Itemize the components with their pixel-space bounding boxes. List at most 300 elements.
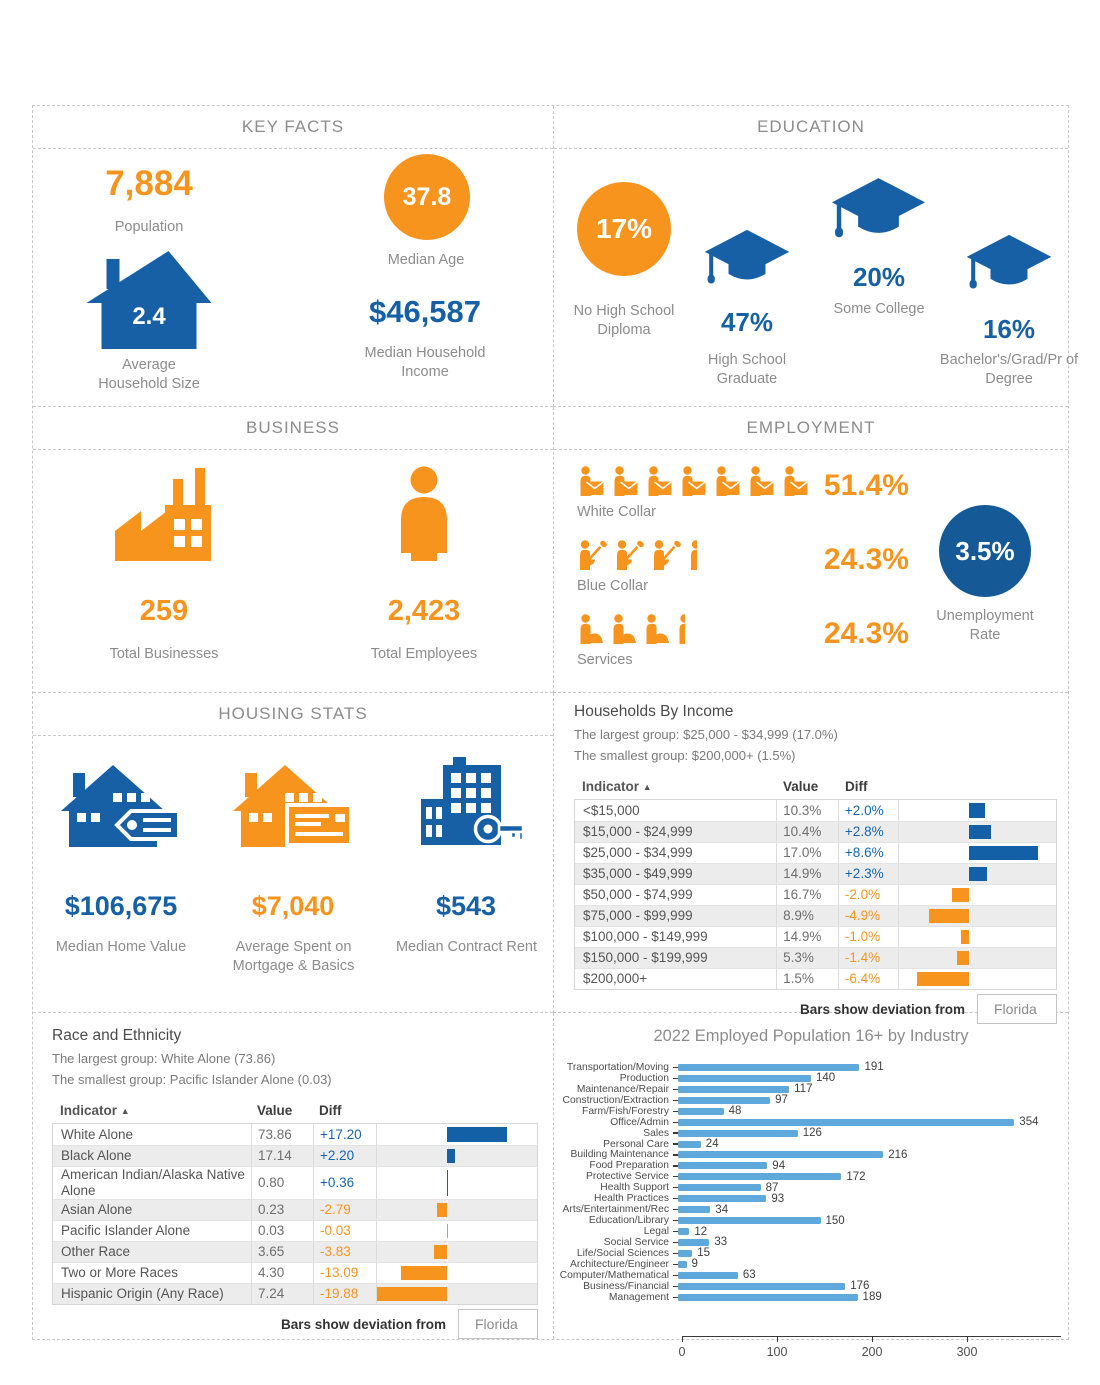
blue-collar-value: 24.3% [823, 543, 909, 576]
rent-label: Median Contract Rent [395, 939, 538, 955]
value-cell: 7.24 [252, 1284, 314, 1304]
household-size-value: 2.4 [132, 303, 166, 330]
category-label: Building Maintenance [570, 1149, 669, 1161]
race-table-header [52, 1099, 538, 1123]
table-row [575, 905, 1056, 926]
indicator-cell: $100,000 - $149,999 [575, 927, 777, 947]
chart-bar-row [554, 1171, 1069, 1182]
blue-collar-icon [577, 540, 607, 571]
x-tick-label: 200 [861, 1345, 883, 1359]
race-table [52, 1123, 538, 1305]
deviation-bar [401, 1266, 447, 1280]
diff-cell: +8.6% [839, 843, 899, 863]
household-income-stat [340, 294, 510, 382]
services-value: 24.3% [823, 617, 909, 650]
services-row [577, 613, 685, 668]
value-cell: 1.5% [777, 969, 839, 989]
table-row [575, 947, 1056, 968]
house-icon [86, 251, 212, 351]
deviation-bar-cell [377, 1200, 517, 1220]
x-tick-label: 0 [678, 1345, 686, 1359]
indicator-cell: $35,000 - $49,999 [575, 864, 777, 884]
household-income-value: $46,587 [368, 294, 482, 329]
some-college-label: Some College [833, 301, 925, 317]
deviation-bar [377, 1287, 447, 1301]
diff-cell: -4.9% [839, 906, 899, 926]
category-label: Personal Care [603, 1138, 669, 1150]
chart-bar-row [554, 1270, 1069, 1281]
hs-graduate-label: High School Graduate [707, 352, 787, 387]
services-icon [643, 614, 669, 645]
bar-value-label: 9 [691, 1258, 698, 1271]
income-table-header [574, 775, 1057, 799]
bar [678, 1097, 770, 1104]
value-cell: 8.9% [777, 906, 839, 926]
white-collar-icons [577, 465, 808, 497]
blue-collar-partial-icon [688, 540, 697, 571]
bar-value-label: 87 [765, 1181, 779, 1194]
bar [678, 1272, 738, 1279]
population-value: 7,884 [105, 164, 193, 203]
population-stat [69, 164, 229, 237]
deviation-bar [447, 1127, 507, 1142]
diff-cell: -1.4% [839, 948, 899, 968]
bar-value-label: 48 [728, 1105, 742, 1118]
bar [678, 1162, 767, 1169]
graduation-cap-icon [965, 233, 1053, 300]
diff-cell: -2.0% [839, 885, 899, 905]
deviation-note: Bars show deviation from [799, 1001, 965, 1017]
panel-title: EDUCATION [554, 106, 1068, 149]
deviation-bar-cell [899, 843, 1056, 863]
table-row [53, 1262, 537, 1283]
value-column-header[interactable]: Value [783, 779, 819, 794]
value-cell: 17.14 [252, 1146, 314, 1166]
person-icon [384, 465, 464, 565]
value-cell: 0.23 [252, 1200, 314, 1220]
table-row [575, 821, 1056, 842]
category-label: Health Support [600, 1182, 669, 1194]
indicator-cell: <$15,000 [575, 800, 777, 821]
category-label: Transportation/Moving [566, 1061, 669, 1073]
indicator-cell: Black Alone [53, 1146, 252, 1166]
value-cell: 14.9% [777, 927, 839, 947]
unemployment-circle [939, 505, 1031, 597]
panel-title: EMPLOYMENT [554, 407, 1068, 450]
race-panel [33, 1013, 553, 1339]
white-collar-row [577, 465, 808, 520]
bar-value-label: 140 [816, 1072, 836, 1085]
value-cell: 17.0% [777, 843, 839, 863]
infographic-board [32, 105, 1079, 1359]
value-cell: 0.03 [252, 1221, 314, 1241]
bar [678, 1130, 798, 1137]
x-tick [967, 1337, 968, 1342]
key-facts-panel [33, 106, 553, 407]
household-size-label: Average Household Size [98, 357, 200, 392]
bar [678, 1206, 710, 1213]
bar [678, 1064, 859, 1071]
household-size-stat [86, 251, 212, 351]
deviation-bar-cell [899, 927, 1056, 947]
white-collar-icon [611, 466, 638, 497]
total-employees-label: Total Employees [370, 646, 478, 662]
bar-value-label: 94 [772, 1159, 786, 1172]
chart-bar-row [554, 1237, 1069, 1248]
x-tick [682, 1337, 683, 1342]
deviation-bar-cell [899, 906, 1056, 926]
indicator-cell: $25,000 - $34,999 [575, 843, 777, 863]
chart-bar-row [554, 1139, 1069, 1150]
diff-cell: -1.0% [839, 927, 899, 947]
services-partial-icon [676, 614, 685, 645]
chart-bar-row [554, 1248, 1069, 1259]
table-row [575, 800, 1056, 821]
deviation-bar-cell [899, 969, 1056, 989]
value-cell: 3.65 [252, 1242, 314, 1262]
mortgage-amount: $7,040 [251, 891, 335, 921]
bar-value-label: 34 [715, 1203, 729, 1216]
chart-bar-row [554, 1117, 1069, 1128]
category-label: Legal [643, 1226, 669, 1238]
table-row [575, 926, 1056, 947]
region-dropdown[interactable]: Florida [977, 994, 1057, 1024]
table-row [575, 863, 1056, 884]
blue-collar-row [577, 539, 697, 594]
chart-bar-row [554, 1226, 1069, 1237]
home-value-label: Median Home Value [55, 939, 187, 955]
panel-title: HOUSING STATS [33, 693, 553, 736]
household-income-label: Median Household Income [364, 345, 486, 380]
deviation-bar-cell [377, 1146, 517, 1166]
indicator-cell: Two or More Races [53, 1263, 252, 1283]
race-footnote [52, 1309, 538, 1339]
deviation-bar [969, 803, 985, 818]
category-label: Construction/Extraction [562, 1094, 669, 1106]
table-row [53, 1166, 537, 1199]
value-cell: 0.80 [252, 1167, 314, 1199]
bar-value-label: 97 [775, 1094, 788, 1107]
employment-panel [553, 407, 1068, 693]
category-label: Production [619, 1072, 669, 1084]
value-cell: 16.7% [777, 885, 839, 905]
category-label: Food Preparation [589, 1160, 669, 1172]
bar [678, 1217, 821, 1224]
white-collar-icon [679, 466, 706, 497]
services-icon [610, 614, 636, 645]
chart-bar-row [554, 1215, 1069, 1226]
chart-bar-row [554, 1182, 1069, 1193]
category-label: Management [608, 1291, 669, 1303]
category-label: Farm/Fish/Forestry [582, 1105, 669, 1117]
services-icon [577, 614, 603, 645]
deviation-bar-cell [377, 1221, 517, 1241]
value-cell: 5.3% [777, 948, 839, 968]
bar-value-label: 191 [864, 1061, 884, 1074]
chart-title: 2022 Employed Population 16+ by Industry [653, 1027, 969, 1045]
value-cell: 10.3% [777, 800, 839, 821]
deviation-bar [969, 867, 988, 881]
graduation-cap-icon [703, 228, 791, 295]
bar-value-label: 172 [846, 1170, 866, 1183]
bar-value-label: 117 [794, 1083, 813, 1096]
bar [678, 1239, 709, 1246]
blue-collar-label: Blue Collar [577, 578, 648, 594]
bar-value-label: 15 [697, 1247, 711, 1260]
bar-value-label: 176 [850, 1280, 870, 1293]
bar [678, 1184, 761, 1191]
table-row [575, 968, 1056, 989]
indicator-cell: $150,000 - $199,999 [575, 948, 777, 968]
table-row [575, 842, 1056, 863]
sort-ascending-icon: ▲ [642, 782, 652, 792]
mortgage-label: Average Spent on Mortgage & Basics [232, 939, 355, 974]
region-dropdown[interactable]: Florida [458, 1309, 538, 1339]
value-cell: 4.30 [252, 1263, 314, 1283]
diff-cell: -19.88 [314, 1284, 377, 1304]
diff-cell: -3.83 [314, 1242, 377, 1262]
indicator-cell: White Alone [53, 1124, 252, 1145]
category-label: Architecture/Engineer [569, 1258, 669, 1270]
diff-cell: +2.8% [839, 822, 899, 842]
deviation-bar [437, 1203, 447, 1217]
white-collar-icon [577, 466, 604, 497]
bar-value-label: 150 [825, 1214, 845, 1227]
panel-title: BUSINESS [33, 407, 553, 450]
bar [678, 1075, 811, 1082]
deviation-bar-cell [899, 885, 1056, 905]
x-tick-label: 300 [956, 1345, 978, 1359]
value-cell: 10.4% [777, 822, 839, 842]
chart-bar-row [554, 1073, 1069, 1084]
diff-cell: -13.09 [314, 1263, 377, 1283]
unemployment-value: 3.5% [955, 535, 1015, 566]
bachelors-label: Bachelor's/Grad/Pr of Degree [939, 352, 1079, 387]
total-businesses-label: Total Businesses [109, 646, 219, 662]
x-tick [872, 1337, 873, 1342]
bar [678, 1228, 689, 1235]
category-label: Business/Financial [583, 1280, 669, 1292]
bar-value-label: 189 [862, 1291, 882, 1304]
bar [678, 1141, 701, 1148]
no-diploma-label: No High School Diploma [573, 303, 675, 338]
indicator-cell: Other Race [53, 1242, 252, 1262]
category-label: Social Service [603, 1236, 669, 1248]
house-price-tag-icon [61, 761, 181, 853]
blue-collar-icon [651, 540, 681, 571]
business-panel [33, 407, 553, 693]
no-diploma-value: 17% [595, 213, 653, 244]
deviation-bar-cell [899, 948, 1056, 968]
indicator-cell: Pacific Islander Alone [53, 1221, 252, 1241]
median-age-label: Median Age [387, 252, 465, 268]
bar-value-label: 126 [802, 1127, 822, 1140]
deviation-bar-cell [377, 1167, 517, 1199]
category-label: Sales [643, 1127, 669, 1139]
bar-value-label: 33 [714, 1236, 728, 1249]
hs-graduate-value: 47% [720, 307, 774, 337]
deviation-bar-cell [899, 864, 1056, 884]
factory-icon [107, 465, 222, 565]
house-check-icon [233, 761, 353, 853]
industry-bar-chart [554, 1062, 1069, 1303]
white-collar-icon [645, 466, 672, 497]
income-panel [553, 693, 1068, 1017]
bar [678, 1250, 692, 1257]
category-label: Education/Library [588, 1215, 669, 1227]
chart-bar-row [554, 1193, 1069, 1204]
deviation-bar-cell [899, 822, 1056, 842]
indicator-cell: $75,000 - $99,999 [575, 906, 777, 926]
race-title: Race and Ethnicity [52, 1027, 182, 1044]
diff-cell: +2.3% [839, 864, 899, 884]
deviation-bar [434, 1245, 447, 1259]
deviation-bar-cell [377, 1124, 517, 1145]
no-diploma-circle [577, 182, 671, 276]
chart-x-axis [678, 1336, 1061, 1362]
industry-chart-panel [553, 1013, 1068, 1359]
building-key-icon [409, 757, 524, 857]
table-row [53, 1220, 537, 1241]
deviation-bar [447, 1170, 448, 1196]
indicator-column-header[interactable]: Indicator ▲ [60, 1103, 130, 1118]
chart-bar-row [554, 1281, 1069, 1292]
category-label: Computer/Mathematical [559, 1269, 669, 1281]
chart-bar-row [554, 1204, 1069, 1215]
bar [678, 1294, 858, 1301]
indicator-cell: Hispanic Origin (Any Race) [53, 1284, 252, 1304]
deviation-bar [969, 825, 992, 839]
category-label: Health Practices [594, 1193, 669, 1205]
chart-bar-row [554, 1292, 1069, 1303]
category-label: Protective Service [586, 1171, 669, 1183]
deviation-bar-cell [899, 800, 1056, 821]
category-label: Life/Social Sciences [576, 1247, 669, 1259]
chart-bar-row [554, 1084, 1069, 1095]
table-row [575, 884, 1056, 905]
diff-cell: +17.20 [314, 1124, 377, 1145]
deviation-bar [929, 909, 969, 923]
bar-value-label: 63 [742, 1269, 756, 1282]
diff-cell: -0.03 [314, 1221, 377, 1241]
chart-bar-row [554, 1128, 1069, 1139]
income-smallest-group: The smallest group: $200,000+ (1.5%) [574, 748, 796, 763]
deviation-bar-cell [377, 1242, 517, 1262]
bachelors-value: 16% [982, 314, 1036, 344]
blue-collar-icons [577, 539, 697, 571]
bar [678, 1261, 687, 1268]
income-largest-group: The largest group: $25,000 - $34,999 (17.0%) [574, 727, 838, 742]
x-tick-label: 100 [766, 1345, 788, 1359]
table-row [53, 1241, 537, 1262]
race-largest-group: The largest group: White Alone (73.86) [52, 1051, 276, 1066]
x-tick [777, 1337, 778, 1342]
bar [678, 1108, 724, 1115]
white-collar-icon [713, 466, 740, 497]
home-value-amount: $106,675 [64, 891, 178, 921]
deviation-note: Bars show deviation from [280, 1316, 446, 1332]
deviation-bar [917, 972, 969, 986]
total-businesses-value: 259 [139, 595, 189, 627]
indicator-cell: American Indian/Alaska Native Alone [53, 1167, 252, 1199]
income-title: Households By Income [574, 703, 734, 720]
chart-bar-row [554, 1160, 1069, 1171]
graduation-cap-icon [830, 176, 927, 250]
bar-value-label: 93 [771, 1192, 785, 1205]
table-row [53, 1199, 537, 1220]
services-label: Services [577, 652, 633, 668]
bar [678, 1283, 845, 1290]
bar [678, 1151, 883, 1158]
category-label: Maintenance/Repair [576, 1083, 669, 1095]
diff-cell: +2.20 [314, 1146, 377, 1166]
education-panel [553, 106, 1079, 407]
indicator-cell: $200,000+ [575, 969, 777, 989]
deviation-bar [969, 846, 1039, 860]
chart-bar-row [554, 1106, 1069, 1117]
bar [678, 1086, 789, 1093]
rent-amount: $543 [435, 891, 497, 921]
housing-panel [33, 693, 553, 1013]
value-cell: 14.9% [777, 864, 839, 884]
bar [678, 1195, 766, 1202]
diff-cell: +2.0% [839, 800, 899, 821]
some-college-value: 20% [852, 262, 906, 292]
deviation-bar [957, 951, 968, 965]
diff-column-header[interactable]: Diff [319, 1103, 342, 1118]
chart-bar-row [554, 1259, 1069, 1270]
deviation-bar-cell [377, 1284, 517, 1304]
diff-column-header[interactable]: Diff [845, 779, 868, 794]
white-collar-value: 51.4% [823, 469, 909, 502]
panel-title: KEY FACTS [33, 106, 553, 149]
blue-collar-icon [614, 540, 644, 571]
indicator-cell: $50,000 - $74,999 [575, 885, 777, 905]
sort-ascending-icon: ▲ [120, 1106, 130, 1116]
category-label: Arts/Entertainment/Rec [562, 1204, 669, 1216]
services-icons [577, 613, 685, 645]
table-row [53, 1124, 537, 1145]
chart-bar-row [554, 1062, 1069, 1073]
category-label: Office/Admin [610, 1116, 669, 1128]
value-column-header[interactable]: Value [257, 1103, 293, 1118]
bar [678, 1173, 841, 1180]
table-row [53, 1283, 537, 1304]
bar-value-label: 24 [705, 1138, 719, 1151]
bar-value-label: 12 [694, 1225, 708, 1238]
indicator-cell: $15,000 - $24,999 [575, 822, 777, 842]
deviation-bar-cell [377, 1263, 517, 1283]
white-collar-label: White Collar [577, 504, 656, 520]
white-collar-icon [747, 466, 774, 497]
race-smallest-group: The smallest group: Pacific Islander Alone (0.03) [52, 1072, 332, 1087]
diff-cell: +0.36 [314, 1167, 377, 1199]
deviation-bar [447, 1149, 455, 1163]
value-cell: 73.86 [252, 1124, 314, 1145]
indicator-column-header[interactable]: Indicator ▲ [582, 779, 652, 794]
deviation-bar [961, 930, 969, 944]
diff-cell: -2.79 [314, 1200, 377, 1220]
table-row [53, 1145, 537, 1166]
bar-value-label: 216 [888, 1148, 908, 1161]
indicator-cell: Asian Alone [53, 1200, 252, 1220]
diff-cell: -6.4% [839, 969, 899, 989]
bar [678, 1119, 1014, 1126]
deviation-bar [952, 888, 968, 902]
total-employees-value: 2,423 [387, 595, 461, 627]
population-label: Population [114, 219, 184, 235]
income-table [574, 799, 1057, 990]
